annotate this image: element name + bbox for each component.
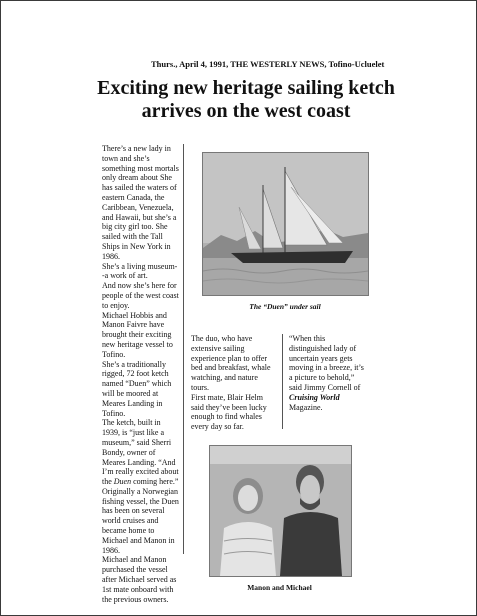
right-paragraph-1-em: Cruising World	[289, 392, 340, 402]
boat-photo-caption: The “Duen” under sail	[249, 302, 321, 311]
left-paragraph-6-text: The ketch, built in 1939, is “just like a museum,” said Sherri Bondy, owner of Meares Landing. “And I’m really excited about the	[102, 418, 179, 487]
headline-line-1: Exciting new heritage sailing ketch	[97, 77, 395, 99]
couple-portrait-icon	[210, 446, 351, 576]
left-paragraph-7: Originally a Norwegian fishing vessel, the Duen has been on several world cruises and became home to Michael and Manon in 1986.	[102, 486, 179, 555]
column-rule-middle	[282, 334, 283, 429]
left-paragraph-5: She’s a traditionally rigged, 72 foot ketch named “Duen” which will be moored at Meares Landing in Tofino.	[102, 359, 172, 418]
middle-paragraph-2: First mate, Blair Helm said they’ve been lucky enough to find whales every day so far.	[191, 392, 267, 432]
right-column	[289, 334, 369, 412]
column-rule-left	[183, 144, 184, 554]
middle-column	[191, 334, 277, 432]
left-paragraph-2: She’s a living museum--a work of art.	[102, 261, 178, 281]
right-paragraph-1-text: “When this distinguished lady of uncertain years gets moving in a breeze, it’s a picture to behold,” said Jimmy Cornell of	[289, 334, 364, 392]
people-photo-caption: Manon and Michael	[247, 583, 312, 592]
ketch-illustration-icon	[203, 153, 368, 295]
left-paragraph-6	[102, 418, 179, 487]
sailing-ketch-photo	[202, 152, 369, 296]
left-paragraph-8: Michael and Manon purchased the vessel after Michael served as 1st mate onboard with the previous owners.	[102, 555, 177, 604]
left-paragraph-4: Michael Hobbis and Manon Faivre have brought their exciting new heritage vessel to Tofino.	[102, 310, 173, 359]
dateline: Thurs., April 4, 1991, THE WESTERLY NEWS, Tofino-Ucluelet	[151, 59, 385, 69]
left-paragraph-6-em: Duen	[113, 477, 132, 487]
headline	[61, 77, 431, 123]
left-paragraph-6-end: coming here.”	[133, 477, 179, 487]
middle-paragraph-1: The duo, who have extensive sailing experience plan to offer bed and breakfast, whale watching, and nature tours.	[191, 334, 271, 392]
manon-michael-photo	[209, 445, 352, 577]
left-paragraph-1: There’s a new lady in town and she’s something most mortals only dream about She has sailed the waters of eastern Canada, the Caribbean, Venezuela, and Hawaii, but she’s a big city girl too. She sailed with the Tall Ships in New York in 1986.	[102, 144, 179, 261]
right-paragraph-1	[289, 334, 369, 412]
left-column	[102, 144, 179, 604]
right-paragraph-1-end: Magazine.	[289, 402, 323, 412]
headline-line-2: arrives on the west coast	[141, 100, 351, 122]
left-paragraph-3: And now she’s here for people of the west coast to enjoy.	[102, 281, 179, 310]
